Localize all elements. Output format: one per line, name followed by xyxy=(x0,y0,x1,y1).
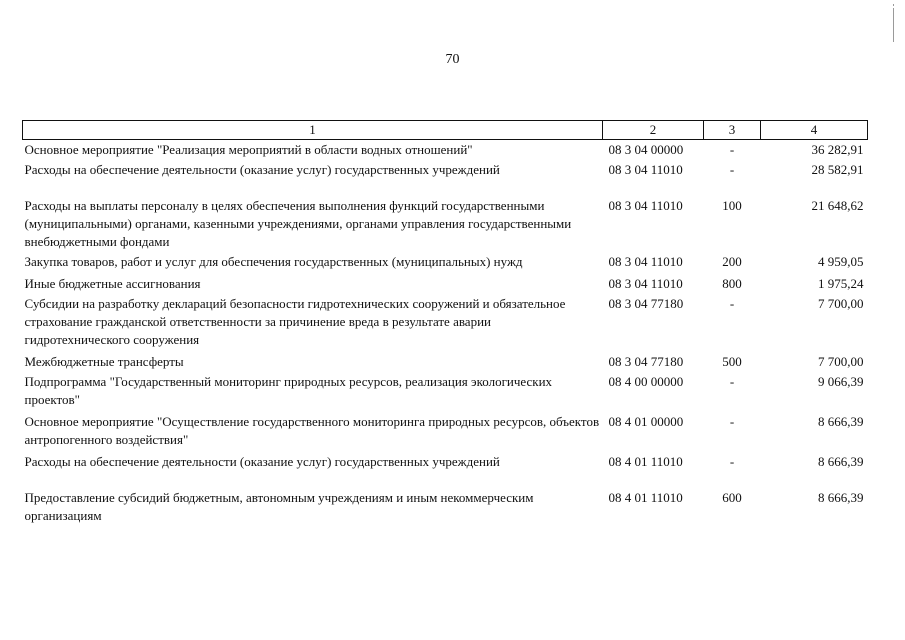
row-amount: 4 959,05 xyxy=(818,254,864,269)
table-row xyxy=(23,252,868,274)
margin-mark xyxy=(893,8,894,42)
table-row xyxy=(23,472,868,526)
row-name: Иные бюджетные ассигнования xyxy=(24,276,201,291)
table-row xyxy=(23,352,868,372)
row-type: 800 xyxy=(722,276,742,291)
row-amount: 7 700,00 xyxy=(818,354,864,369)
row-amount: 28 582,91 xyxy=(811,162,864,177)
row-code: 08 4 01 11010 xyxy=(608,490,683,505)
row-name: Предоставление субсидий бюджетным, автономным учреждениям и иным некоммерческим организациям xyxy=(24,490,534,523)
row-amount: 8 666,39 xyxy=(818,454,864,469)
row-name: Основное мероприятие "Осуществление государственного мониторинга природных ресурсов, объектов антропогенного воздействия" xyxy=(24,414,600,447)
row-code: 08 3 04 11010 xyxy=(608,198,683,213)
row-amount: 8 666,39 xyxy=(818,490,864,505)
table-row xyxy=(23,372,868,412)
margin-mark-dot xyxy=(893,4,894,6)
header-col-3: 3 xyxy=(704,121,761,140)
header-col-2: 2 xyxy=(603,121,704,140)
table-row xyxy=(23,140,868,161)
row-name: Расходы на обеспечение деятельности (оказание услуг) государственных учреждений xyxy=(24,454,500,469)
table-row xyxy=(23,294,868,352)
table-row xyxy=(23,452,868,472)
row-type: - xyxy=(729,374,735,389)
row-code: 08 4 01 11010 xyxy=(608,454,683,469)
row-code: 08 4 01 00000 xyxy=(608,414,684,429)
row-name: Основное мероприятие "Реализация мероприятий в области водных отношений" xyxy=(24,142,473,157)
row-code: 08 3 04 77180 xyxy=(608,296,684,311)
row-type: - xyxy=(729,296,735,311)
row-code: 08 3 04 11010 xyxy=(608,254,683,269)
row-name: Межбюджетные трансферты xyxy=(24,354,184,369)
row-name: Субсидии на разработку деклараций безопасности гидротехнических сооружений и обязательное страхование гражданской ответственности за причинение вреда в результате аварии гидротехнического сооружения xyxy=(24,296,566,347)
row-code: 08 3 04 11010 xyxy=(608,276,683,291)
table-row xyxy=(23,274,868,294)
row-type: - xyxy=(729,454,735,469)
row-name: Подпрограмма "Государственный мониторинг природных ресурсов, реализация экологических проектов" xyxy=(24,374,553,407)
table-header-row xyxy=(23,121,868,140)
row-amount: 1 975,24 xyxy=(818,276,864,291)
row-type: 600 xyxy=(722,490,742,505)
table-row xyxy=(23,160,868,180)
row-amount: 21 648,62 xyxy=(811,198,864,213)
row-amount: 7 700,00 xyxy=(818,296,864,311)
row-name: Расходы на выплаты персоналу в целях обеспечения выполнения функций государственными (муниципальными) органами, казенными учреждениями, органами управления государственными внебюджетными фондами xyxy=(24,198,572,249)
row-type: - xyxy=(729,142,735,157)
row-type: 200 xyxy=(722,254,742,269)
row-code: 08 3 04 77180 xyxy=(608,354,684,369)
row-type: - xyxy=(729,414,735,429)
row-type: 500 xyxy=(722,354,742,369)
row-amount: 9 066,39 xyxy=(818,374,864,389)
row-name: Закупка товаров, работ и услуг для обеспечения государственных (муниципальных) нужд xyxy=(24,254,523,269)
row-code: 08 3 04 11010 xyxy=(608,162,683,177)
page-number: 70 xyxy=(445,52,460,67)
header-col-4: 4 xyxy=(761,121,868,140)
row-name: Расходы на обеспечение деятельности (оказание услуг) государственных учреждений xyxy=(24,162,500,177)
table-row xyxy=(23,180,868,252)
row-code: 08 4 00 00000 xyxy=(608,374,684,389)
row-amount: 36 282,91 xyxy=(811,142,864,157)
table-row xyxy=(23,412,868,452)
row-type: 100 xyxy=(722,198,742,213)
header-col-1: 1 xyxy=(23,121,603,140)
row-type: - xyxy=(729,162,735,177)
budget-table xyxy=(22,120,868,526)
row-code: 08 3 04 00000 xyxy=(608,142,684,157)
row-amount: 8 666,39 xyxy=(818,414,864,429)
